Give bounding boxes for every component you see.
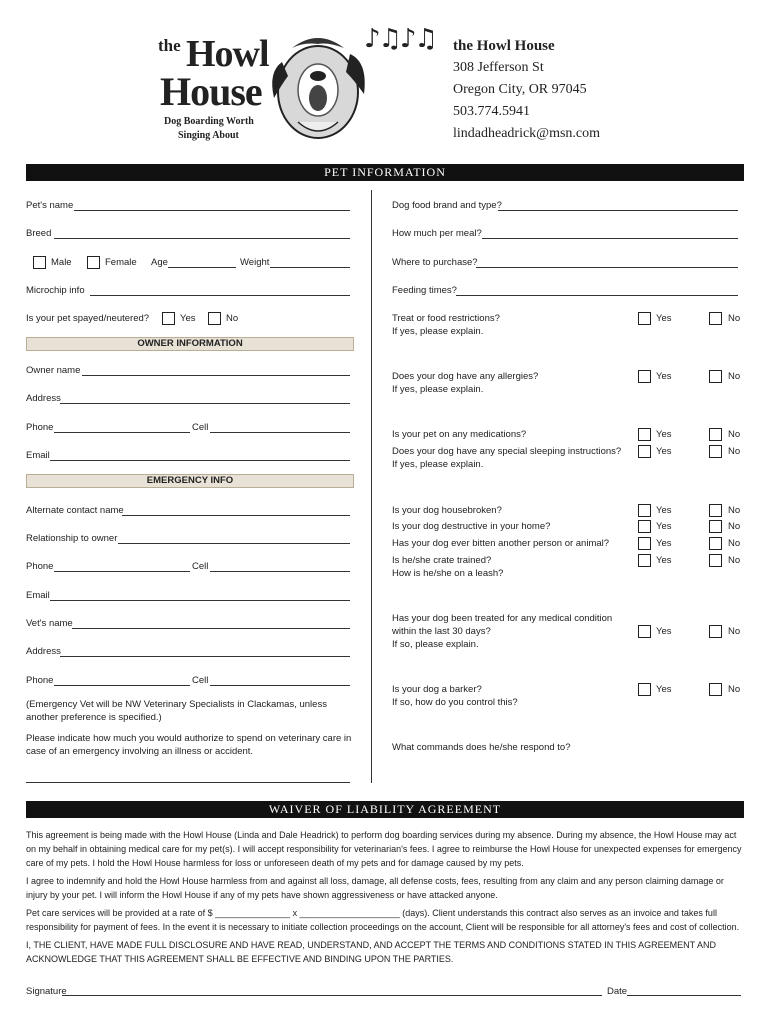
allergies-no-checkbox[interactable] — [709, 370, 722, 383]
logo-house: House — [160, 69, 262, 114]
waiver-paragraph-2: I agree to indemnify and hold the Howl House harmless from and against all loss, damage, all defense costs, fees, resulting from any claim and any person claiming damage or injury by your pet. I will inform the Howl House if any of my pets have shown aggressiveness or have attacked anyone. — [26, 876, 724, 900]
owner-address-label: Address — [26, 393, 61, 404]
destructive-no-label: No — [728, 521, 741, 532]
housebroken-no-label: No — [728, 505, 741, 516]
music-notes-icon: ♪♫♪♫ — [364, 24, 436, 54]
housebroken-yes-label: Yes — [656, 505, 672, 516]
sleeping-yes-checkbox[interactable] — [638, 445, 651, 458]
medications-yes-checkbox[interactable] — [638, 428, 651, 441]
food-brand-field[interactable] — [498, 210, 738, 211]
bitten-label: Has your dog ever bitten another person or animal? — [392, 538, 610, 549]
barker-no-label: No — [728, 684, 741, 695]
medications-no-label: No — [728, 429, 741, 440]
housebroken-label: Is your dog housebroken? — [392, 505, 502, 516]
treat-no-checkbox[interactable] — [709, 312, 722, 325]
female-checkbox[interactable] — [87, 256, 100, 269]
commands-label: What commands does he/she respond to? — [392, 742, 571, 753]
destructive-yes-checkbox[interactable] — [638, 520, 651, 533]
logo-howl: Howl — [186, 33, 269, 75]
vet-address-label: Address — [26, 646, 61, 657]
spend-amount-field[interactable] — [26, 782, 350, 783]
column-divider — [371, 190, 372, 783]
signature-field[interactable] — [62, 995, 602, 996]
pet-name-field[interactable] — [74, 210, 350, 211]
bitten-no-checkbox[interactable] — [709, 537, 722, 550]
breed-label: Breed — [26, 228, 52, 239]
spayed-yes-label: Yes — [180, 313, 196, 324]
business-email: lindadheadrick@msn.com — [453, 126, 601, 141]
owner-phone-label: Phone — [26, 422, 54, 433]
destructive-no-checkbox[interactable] — [709, 520, 722, 533]
crate-label: Is he/she crate trained? — [392, 555, 492, 566]
emergency-email-field[interactable] — [50, 600, 350, 601]
owner-phone-field[interactable] — [54, 432, 190, 433]
spayed-no-checkbox[interactable] — [208, 312, 221, 325]
business-city: Oregon City, OR 97045 — [453, 82, 587, 97]
breed-field[interactable] — [54, 238, 350, 239]
treated-label-2: within the last 30 days? — [392, 626, 491, 637]
waiver-paragraph-4: I, THE CLIENT, HAVE MADE FULL DISCLOSURE AND HAVE READ, UNDERSTAND, AND ACCEPT THE TERMS AND CONDITIONS STATED IN THIS AGREEMENT AND ACKNOWLEDGE THAT THIS AGREEMENT SHALL BE EFFECTIVE AND BINDING UPON THE PARTIES. — [26, 940, 716, 964]
howling-dog-icon — [268, 32, 368, 144]
emergency-phone-field[interactable] — [54, 571, 190, 572]
business-phone: 503.774.5941 — [453, 104, 530, 119]
weight-label: Weight — [240, 257, 270, 268]
barker-yes-label: Yes — [656, 684, 672, 695]
spayed-label: Is your pet spayed/neutered? — [26, 313, 150, 324]
destructive-label: Is your dog destructive in your home? — [392, 521, 551, 532]
spend-note: Please indicate how much you would authorize to spend on veterinary care in case of an emergency involving an illness or accident. — [26, 733, 352, 757]
owner-cell-label: Cell — [192, 422, 209, 433]
allergies-yes-checkbox[interactable] — [638, 370, 651, 383]
barker-no-checkbox[interactable] — [709, 683, 722, 696]
crate-no-label: No — [728, 555, 741, 566]
treat-label: Treat or food restrictions? — [392, 313, 500, 324]
sleeping-no-label: No — [728, 446, 741, 457]
vet-note: (Emergency Vet will be NW Veterinary Specialists in Clackamas, unless another preference is specified.) — [26, 699, 327, 723]
barker-yes-checkbox[interactable] — [638, 683, 651, 696]
destructive-yes-label: Yes — [656, 521, 672, 532]
owner-email-label: Email — [26, 450, 50, 461]
microchip-label: Microchip info — [26, 285, 85, 296]
vet-name-field[interactable] — [72, 628, 350, 629]
age-label: Age — [151, 257, 168, 268]
age-field[interactable] — [168, 267, 236, 268]
waiver-paragraph-1: This agreement is being made with the Howl House (Linda and Dale Headrick) to perform dog boarding services during my absence. During my absence, the Howl House may act on my behalf in obtaining medical care for my pet(s). I will accept responsibility for veterinarian's fees. I agree to reimburse the Howl House for unexpected expenses for emergency care of my pets. I hold the Howl House harmless for loss or unforeseen death of my pets and for damage caused by my pets. — [26, 830, 742, 868]
owner-cell-field[interactable] — [210, 432, 350, 433]
owner-email-field[interactable] — [50, 460, 350, 461]
logo — [150, 24, 440, 150]
spayed-yes-checkbox[interactable] — [162, 312, 175, 325]
owner-name-label: Owner name — [26, 365, 81, 376]
bitten-no-label: No — [728, 538, 741, 549]
emergency-info-header: EMERGENCY INFO — [26, 474, 354, 488]
crate-yes-checkbox[interactable] — [638, 554, 651, 567]
allergies-no-label: No — [728, 371, 741, 382]
pet-name-label: Pet's name — [26, 200, 74, 211]
barker-label: Is your dog a barker? — [392, 684, 482, 695]
sleeping-no-checkbox[interactable] — [709, 445, 722, 458]
medications-label: Is your pet on any medications? — [392, 429, 527, 440]
business-street: 308 Jefferson St — [453, 60, 544, 75]
business-info — [453, 35, 600, 145]
food-brand-label: Dog food brand and type? — [392, 200, 502, 211]
allergies-label: Does your dog have any allergies? — [392, 371, 539, 382]
treated-no-label: No — [728, 626, 741, 637]
male-checkbox[interactable] — [33, 256, 46, 269]
treated-yes-label: Yes — [656, 626, 672, 637]
bitten-yes-checkbox[interactable] — [638, 537, 651, 550]
emergency-email-label: Email — [26, 590, 50, 601]
vet-address-field[interactable] — [60, 656, 350, 657]
treat-no-label: No — [728, 313, 741, 324]
control-label: If so, how do you control this? — [392, 697, 518, 708]
logo-tagline-2: Singing About — [178, 130, 239, 141]
vet-cell-label: Cell — [192, 675, 209, 686]
medications-yes-label: Yes — [656, 429, 672, 440]
allergies-yes-label: Yes — [656, 371, 672, 382]
treat-yes-checkbox[interactable] — [638, 312, 651, 325]
owner-info-header: OWNER INFORMATION — [26, 337, 354, 351]
signature-label: Signature — [26, 986, 67, 997]
pet-info-header: PET INFORMATION — [26, 164, 744, 181]
spayed-no-label: No — [226, 313, 239, 324]
relationship-field[interactable] — [118, 543, 350, 544]
male-label: Male — [51, 257, 72, 268]
vet-name-label: Vet's name — [26, 618, 73, 629]
where-label: Where to purchase? — [392, 257, 478, 268]
emergency-phone-label: Phone — [26, 561, 54, 572]
date-field[interactable] — [627, 995, 741, 996]
crate-yes-label: Yes — [656, 555, 672, 566]
feeding-field[interactable] — [456, 295, 738, 296]
per-meal-label: How much per meal? — [392, 228, 482, 239]
date-label: Date — [607, 986, 628, 997]
alt-contact-label: Alternate contact name — [26, 505, 124, 516]
relationship-label: Relationship to owner — [26, 533, 118, 544]
per-meal-field[interactable] — [482, 238, 738, 239]
weight-field[interactable] — [270, 267, 350, 268]
vet-phone-label: Phone — [26, 675, 54, 686]
treated-label-3: If so, please explain. — [392, 639, 479, 650]
feeding-label: Feeding times? — [392, 285, 457, 296]
vet-cell-field[interactable] — [210, 685, 350, 686]
logo-tagline-1: Dog Boarding Worth — [164, 116, 254, 127]
sleeping-yes-label: Yes — [656, 446, 672, 457]
treated-label-1: Has your dog been treated for any medical condition — [392, 613, 613, 624]
bitten-yes-label: Yes — [656, 538, 672, 549]
logo-the: the — [158, 36, 181, 55]
treat-explain: If yes, please explain. — [392, 326, 484, 337]
owner-address-field[interactable] — [60, 403, 350, 404]
housebroken-no-checkbox[interactable] — [709, 504, 722, 517]
sleeping-explain: If yes, please explain. — [392, 459, 484, 470]
treated-no-checkbox[interactable] — [709, 625, 722, 638]
emergency-cell-field[interactable] — [210, 571, 350, 572]
owner-name-field[interactable] — [82, 375, 350, 376]
sleeping-label: Does your dog have any special sleeping instructions? — [392, 446, 622, 457]
vet-phone-field[interactable] — [54, 685, 190, 686]
business-name: the Howl House — [453, 38, 555, 54]
microchip-field[interactable] — [90, 295, 350, 296]
housebroken-yes-checkbox[interactable] — [638, 504, 651, 517]
leash-label: How is he/she on a leash? — [392, 568, 504, 579]
crate-no-checkbox[interactable] — [709, 554, 722, 567]
female-label: Female — [105, 257, 137, 268]
alt-contact-field[interactable] — [122, 515, 350, 516]
treated-yes-checkbox[interactable] — [638, 625, 651, 638]
waiver-header: WAIVER OF LIABILITY AGREEMENT — [26, 801, 744, 818]
emergency-cell-label: Cell — [192, 561, 209, 572]
treat-yes-label: Yes — [656, 313, 672, 324]
where-field[interactable] — [476, 267, 738, 268]
medications-no-checkbox[interactable] — [709, 428, 722, 441]
waiver-paragraph-3: Pet care services will be provided at a rate of $ _______________ x ____________________ (days). Client understands this contract also serves as an invoice and takes full responsibility for payment of fees. In the event it is necessary to initiate collection proceedings on the account, Client will be responsible for all attorney's fees and cost of collection. — [26, 908, 740, 932]
allergies-explain: If yes, please explain. — [392, 384, 484, 395]
